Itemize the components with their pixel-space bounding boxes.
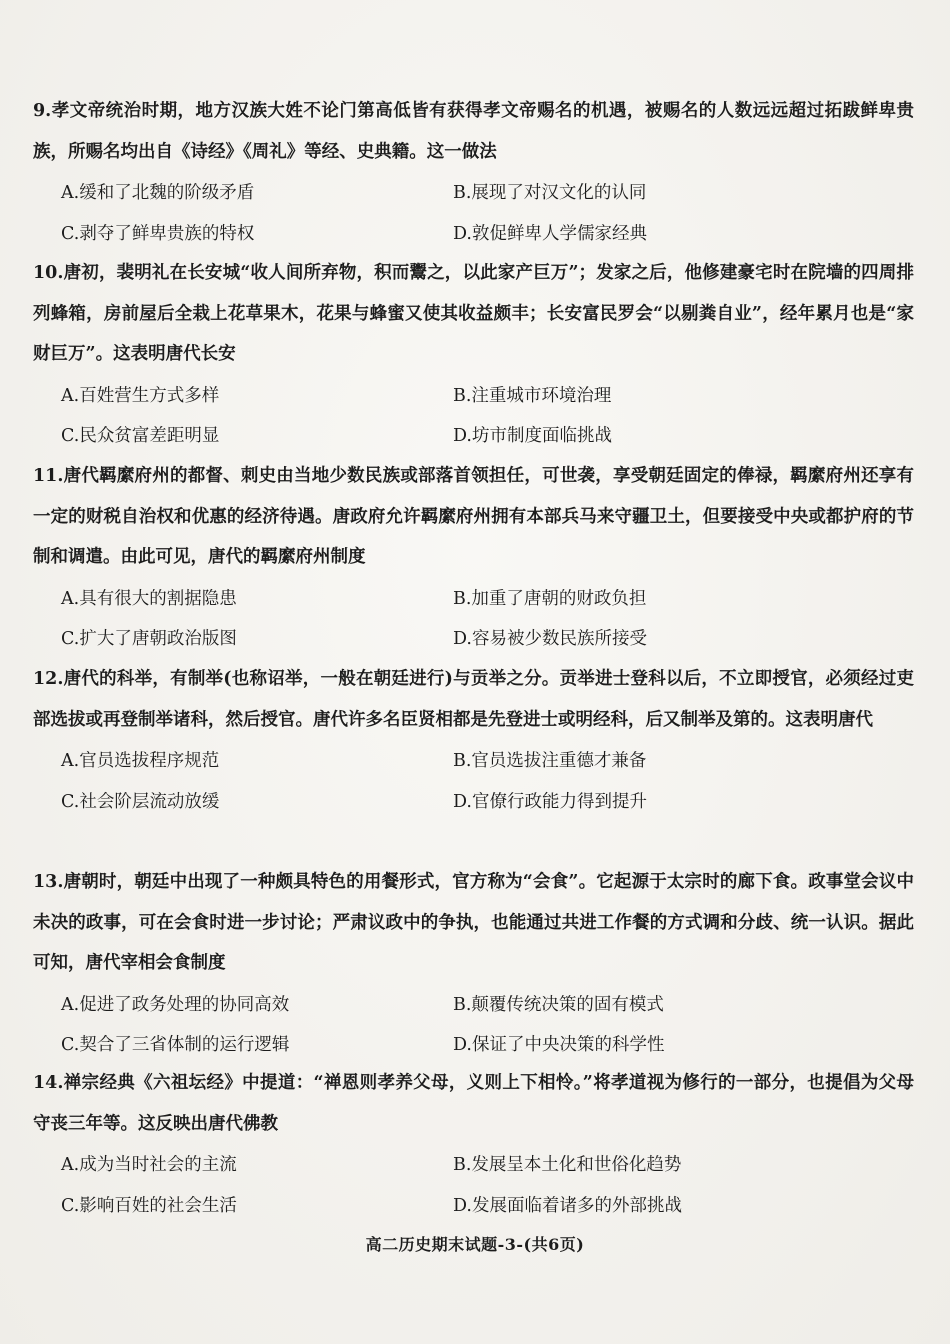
options [61, 173, 914, 254]
option-c: C.影响百姓的社会生活 [61, 1195, 237, 1216]
question-stem: 14.禅宗经典《六祖坛经》中提道：“禅恩则孝养父母，义则上下相怜。”将孝道视为修行的一部分，也提倡为父母守丧三年等。这反映出唐代佛教 [33, 1073, 914, 1134]
option-b: B.注重城市环境治理 [453, 385, 612, 406]
question-14 [33, 1063, 914, 1226]
option-b: B.颠覆传统决策的固有模式 [453, 994, 664, 1015]
option-d: D.敦促鲜卑人学儒家经典 [453, 223, 647, 244]
option-a: A.缓和了北魏的阶级矛盾 [61, 183, 255, 203]
option-b: B.官员选拔注重德才兼备 [453, 751, 647, 771]
question-stem: 11.唐代羁縻府州的都督、刺史由当地少数民族或部落首领担任，可世袭，享受朝廷固定的俸禄，羁縻府州还享有一定的财税自治权和优惠的经济待遇。唐政府允许羁縻府州拥有本部兵马来守疆卫土，但要接受中央或都护府的节制和调遣。由此可见，唐代的羁縻府州制度 [33, 466, 914, 567]
option-c: C.剥夺了鲜卑贵族的特权 [61, 223, 255, 244]
option-a: A.促进了政务处理的协同高效 [61, 994, 290, 1015]
page-footer: 高二历史期末试题-3-(共6页) [365, 1235, 585, 1254]
question-stem: 10.唐初，裴明礼在长安城“收人间所弃物，积而鬻之，以此家产巨万”；发家之后，他修建豪宅时在院墙的四周排列蜂箱，房前屋后全栽上花草果木，花果与蜂蜜又使其收益颇丰；长安富民罗会“以剔粪自业”，经年累月也是“家财巨万”。这表明唐代长安 [33, 263, 914, 364]
option-c: C.契合了三省体制的运行逻辑 [61, 1035, 290, 1055]
option-b: B.发展呈本土化和世俗化趋势 [453, 1155, 682, 1175]
question-12 [33, 659, 914, 822]
options [61, 376, 914, 457]
question-stem: 12.唐代的科举，有制举(也称诏举，一般在朝廷进行)与贡举之分。贡举进士登科以后，不立即授官，必须经过吏部选拔或再登制举诸科，然后授官。唐代许多名臣贤相都是先登进士或明经科，后又制举及第的。这表明唐代 [33, 669, 914, 730]
options [61, 1145, 914, 1226]
options [61, 579, 914, 660]
option-c: C.社会阶层流动放缓 [61, 791, 220, 812]
option-a: A.官员选拔程序规范 [61, 751, 220, 771]
options [61, 741, 914, 822]
question-13 [33, 862, 914, 1066]
question-11 [33, 456, 914, 660]
option-b: B.展现了对汉文化的认同 [453, 183, 647, 203]
option-c: C.扩大了唐朝政治版图 [61, 629, 237, 649]
option-d: D.坊市制度面临挑战 [453, 426, 612, 446]
question-stem: 9.孝文帝统治时期，地方汉族大姓不论门第高低皆有获得孝文帝赐名的机遇，被赐名的人数远远超过拓跋鲜卑贵族，所赐名均出自《诗经》《周礼》等经、史典籍。这一做法 [33, 101, 914, 162]
option-d: D.容易被少数民族所接受 [453, 629, 647, 649]
option-a: A.成为当时社会的主流 [61, 1155, 237, 1175]
question-9 [33, 91, 914, 254]
option-d: D.保证了中央决策的科学性 [453, 1035, 665, 1055]
options [61, 985, 914, 1066]
option-b: B.加重了唐朝的财政负担 [453, 588, 647, 609]
option-a: A.百姓营生方式多样 [61, 385, 220, 406]
option-a: A.具有很大的割据隐患 [61, 588, 237, 609]
question-stem: 13.唐朝时，朝廷中出现了一种颇具特色的用餐形式，官方称为“会食”。它起源于太宗时的廊下食。政事堂会议中未决的政事，可在会食时进一步讨论；严肃议政中的争执，也能通过共进工作餐的方式调和分歧、统一认识。据此可知，唐代宰相会食制度 [33, 872, 914, 973]
option-d: D.官僚行政能力得到提升 [453, 791, 647, 812]
option-d: D.发展面临着诸多的外部挑战 [453, 1195, 682, 1216]
question-10 [33, 253, 914, 457]
option-c: C.民众贫富差距明显 [61, 426, 220, 446]
